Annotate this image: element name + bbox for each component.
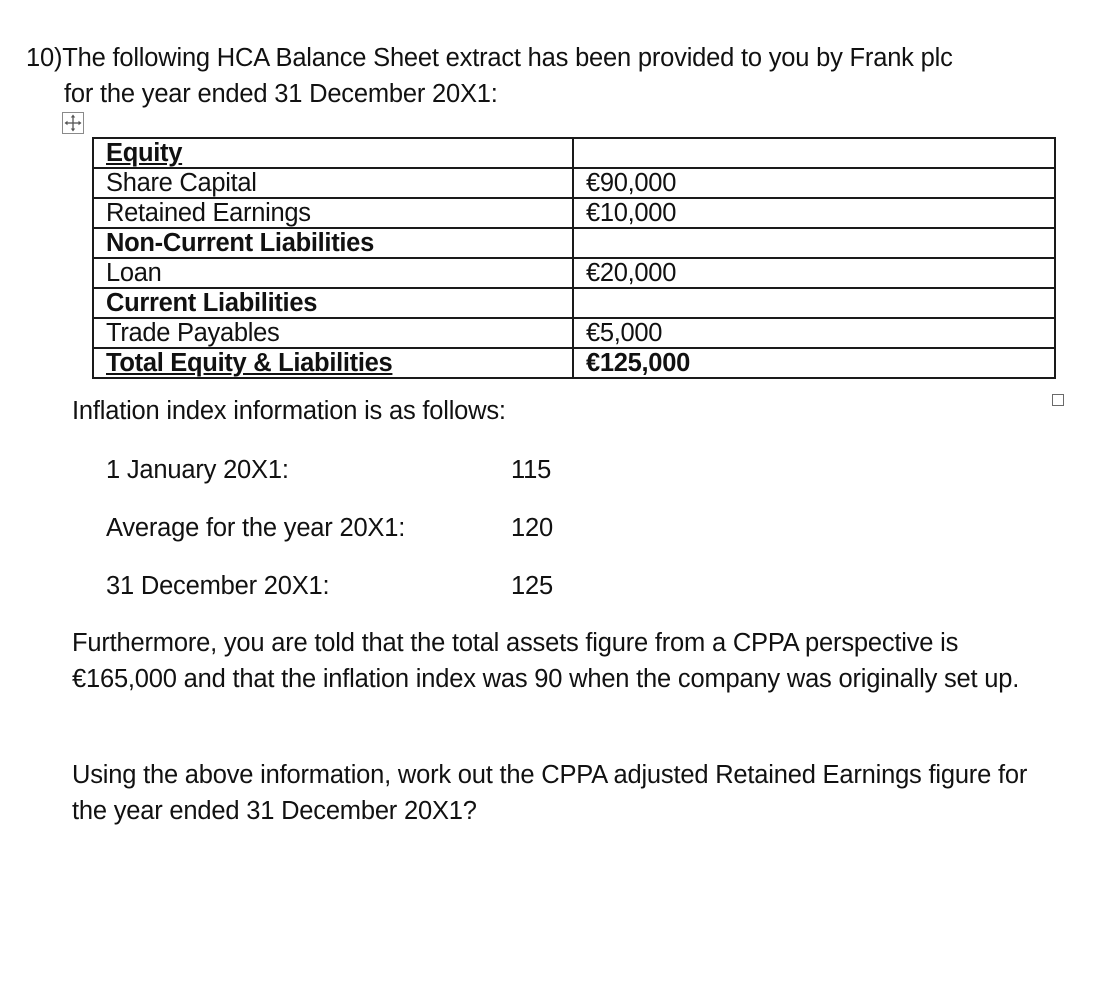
row-value: €20,000	[573, 258, 1055, 288]
table-row	[93, 288, 1055, 318]
question-line-1: 10)The following HCA Balance Sheet extract has been provided to you by Frank plc	[26, 44, 953, 72]
table-row	[93, 168, 1055, 198]
paragraph-furthermore: Furthermore, you are told that the total assets figure from a CPPA perspective is €165,000 and that the inflation index was 90 when the company was originally set up.	[72, 629, 1020, 693]
row-label: Non-Current Liabilities	[93, 228, 573, 258]
table-resize-handle[interactable]	[1052, 394, 1064, 406]
balance-sheet-table	[92, 137, 1056, 379]
row-label: Total Equity & Liabilities	[93, 348, 573, 378]
table-move-handle-icon[interactable]	[62, 112, 84, 134]
paragraph-question: Using the above information, work out the CPPA adjusted Retained Earnings figure for the year ended 31 December 20X1?	[72, 761, 1028, 825]
table-row	[93, 228, 1055, 258]
table-row	[93, 198, 1055, 228]
row-label: Current Liabilities	[93, 288, 573, 318]
row-label: Retained Earnings	[93, 198, 573, 228]
table-row	[93, 318, 1055, 348]
row-value: €10,000	[573, 198, 1055, 228]
row-label: Loan	[93, 258, 573, 288]
table-row	[93, 348, 1055, 378]
question-line-2: for the year ended 31 December 20X1:	[64, 80, 498, 108]
inflation-value: 120	[511, 514, 553, 542]
inflation-value: 115	[511, 456, 552, 484]
row-value: €90,000	[573, 168, 1055, 198]
row-value	[573, 138, 1055, 168]
row-label: Equity	[93, 138, 573, 168]
inflation-label: Average for the year 20X1:	[106, 514, 406, 542]
row-value	[573, 228, 1055, 258]
row-value	[573, 288, 1055, 318]
inflation-label: 31 December 20X1:	[106, 572, 330, 600]
row-value: €125,000	[573, 348, 1055, 378]
inflation-label: 1 January 20X1:	[106, 456, 289, 484]
table-row	[93, 138, 1055, 168]
row-label: Share Capital	[93, 168, 573, 198]
row-label: Trade Payables	[93, 318, 573, 348]
table-row	[93, 258, 1055, 288]
inflation-intro: Inflation index information is as follows:	[72, 397, 506, 425]
inflation-value: 125	[511, 572, 553, 600]
row-value: €5,000	[573, 318, 1055, 348]
